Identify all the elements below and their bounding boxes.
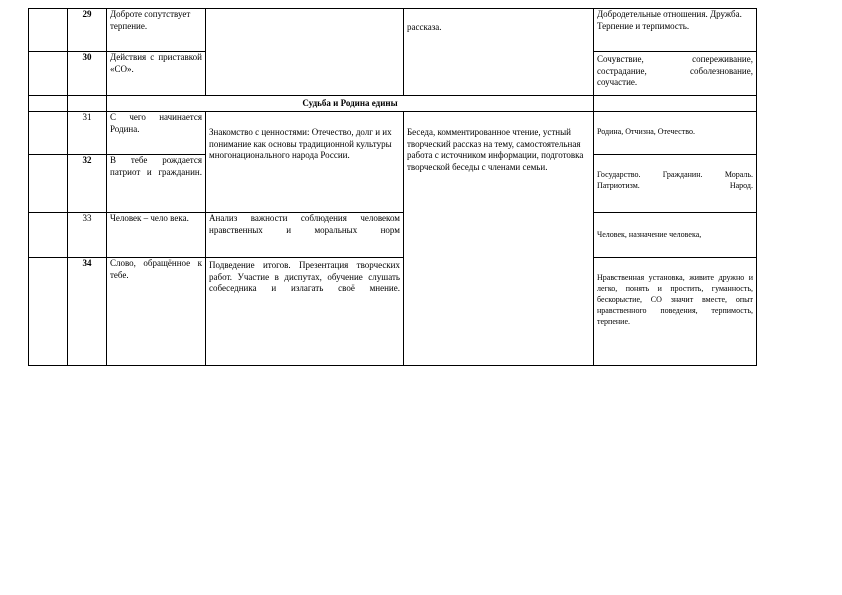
row-30-topic: Действия с приставкой «СО». <box>106 51 206 96</box>
row-29-blank <box>28 8 68 52</box>
content-cell-29-30 <box>205 8 404 96</box>
row-33-content: Анализ важности соблюдения человеком нравственных и моральных норм <box>205 212 404 258</box>
row-32-topic: В тебе рождается патриот и гражданин. <box>106 154 206 213</box>
row-32-values: Государство. Гражданин. Мораль. Патриотизм. Народ. <box>593 154 757 213</box>
row-29-topic: Доброте сопутствует терпение. <box>106 8 206 52</box>
row-32-number: 32 <box>67 154 107 213</box>
activity-cell-31-34: Беседа, комментированное чтение, устный творческий рассказ на тему, самостоятельная работа с источником информации, подготовка творческой беседы с членами семьи. <box>403 111 594 366</box>
row-31-32-content: Знакомство с ценностями: Отечество, долг и их понимание как основы традиционной культуры многонационального народа России. <box>205 111 404 213</box>
row-30-values: Сочувствие, сопереживание, сострадание, соболезнование, соучастие. <box>593 51 757 96</box>
row-29-values: Добродетельные отношения. Дружба. Терпение и терпимость. <box>593 8 757 52</box>
row-29-number: 29 <box>67 8 107 52</box>
row-34-blank <box>28 257 68 366</box>
row-34-topic: Слово, обращённое к тебе. <box>106 257 206 366</box>
section-blank-2 <box>67 95 107 112</box>
section-blank-3 <box>593 95 757 112</box>
row-30-blank <box>28 51 68 96</box>
activity-cell-29-30: рассказа. <box>403 8 594 96</box>
row-33-values: Человек, назначение человека, <box>593 212 757 258</box>
row-31-topic: С чего начинается Родина. <box>106 111 206 155</box>
row-31-blank <box>28 111 68 155</box>
row-31-number: 31 <box>67 111 107 155</box>
row-30-number: 30 <box>67 51 107 96</box>
section-title: Судьба и Родина едины <box>106 95 594 112</box>
row-32-blank <box>28 154 68 213</box>
section-blank-1 <box>28 95 68 112</box>
row-33-topic: Человек – чело века. <box>106 212 206 258</box>
row-33-number: 33 <box>67 212 107 258</box>
row-34-values: Нравственная установка, живите дружно и легко, понять и простить, гуманность, бескорыстие, СО значит вместе, опыт нравственного поведения, терпимость, терпение. <box>593 257 757 366</box>
row-34-content: Подведение итогов. Презентация творческих работ. Участие в диспутах, обучение слушать собеседника и излагать своё мнение. <box>205 257 404 366</box>
row-34-number: 34 <box>67 257 107 366</box>
row-33-blank <box>28 212 68 258</box>
row-31-values: Родина, Отчизна, Отечество. <box>593 111 757 155</box>
